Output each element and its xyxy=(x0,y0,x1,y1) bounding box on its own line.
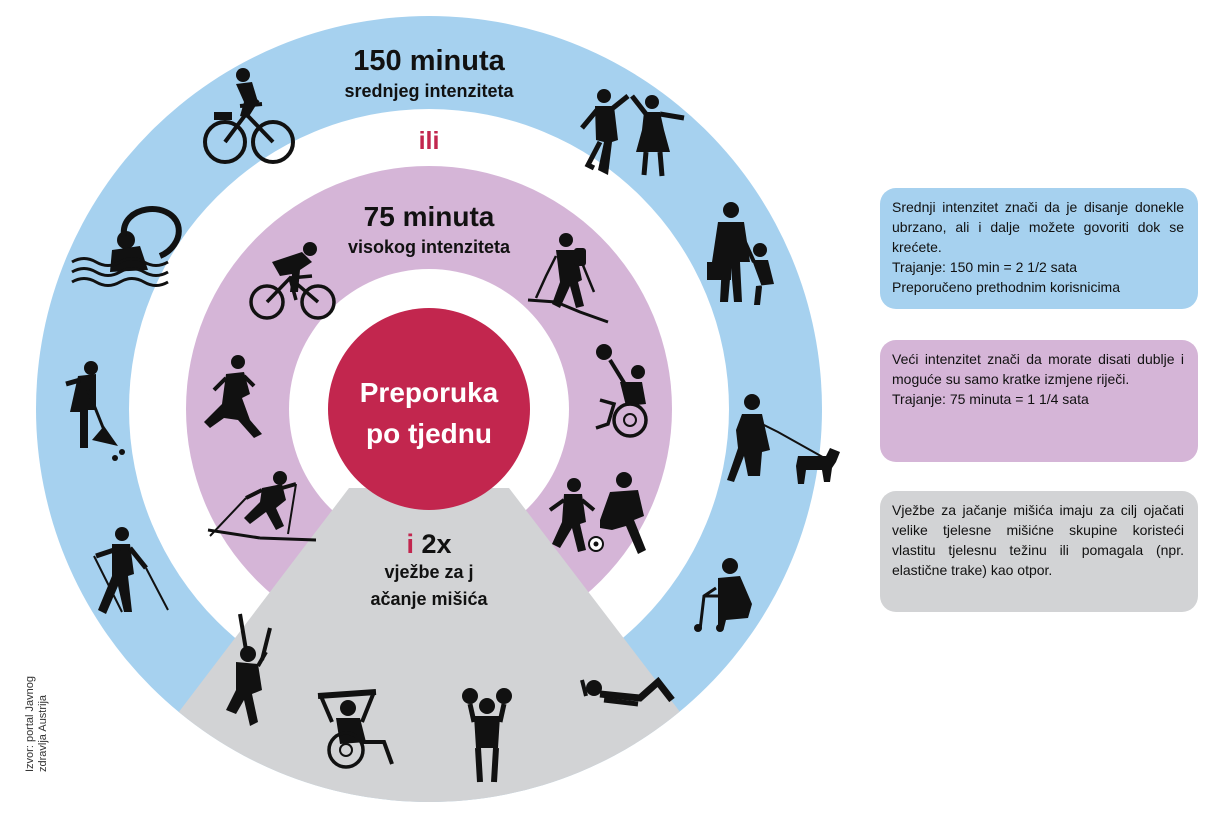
moderate-info-note: Preporučeno prethodnim korisnicima xyxy=(892,279,1120,295)
moderate-intensity-info-box xyxy=(880,188,1198,309)
strength-times xyxy=(406,529,451,559)
center-line1: Preporuka xyxy=(359,377,499,408)
moderate-info-duration: Trajanje: 150 min = 2 1/2 sata xyxy=(892,259,1078,275)
source-note xyxy=(24,632,50,772)
inner-intensity: visokog intenziteta xyxy=(347,237,511,257)
strength-line2: ačanje mišića xyxy=(370,589,488,609)
strength-line1: vježbe za j xyxy=(384,562,474,582)
strength-times-value: 2x xyxy=(421,529,452,559)
vigorous-info-text: Veći intenzitet znači da morate disati dublje i moguće su samo kratke izmjene riječi. xyxy=(892,351,1184,387)
connector-or: ili xyxy=(418,127,440,155)
source-line2: zdravlja Austrija xyxy=(37,694,49,772)
outer-minutes: 150 minuta xyxy=(353,45,505,77)
strength-info-box xyxy=(880,491,1198,612)
outer-intensity: srednjeg intenziteta xyxy=(344,81,514,101)
inner-minutes: 75 minuta xyxy=(363,201,495,232)
center-circle xyxy=(328,308,530,510)
vigorous-intensity-info-box xyxy=(880,340,1198,462)
strength-info-text: Vježbe za jačanje mišića imaju za cilj ojačati velike tjelesne mišićne skupine koristeći vlastitu tjelesnu težinu ili pomagala (npr. elastične trake) kao otpor. xyxy=(892,502,1184,578)
center-line2: po tjednu xyxy=(366,418,492,449)
vigorous-info-duration: Trajanje: 75 minuta = 1 1/4 sata xyxy=(892,391,1089,407)
strength-and-word: i xyxy=(406,529,414,559)
moderate-info-text: Srednji intenzitet znači da je disanje donekle ubrzano, ali i dalje možete govoriti dok se krećete. xyxy=(892,199,1184,255)
source-line1: Izvor: portal Javnog xyxy=(24,676,36,772)
